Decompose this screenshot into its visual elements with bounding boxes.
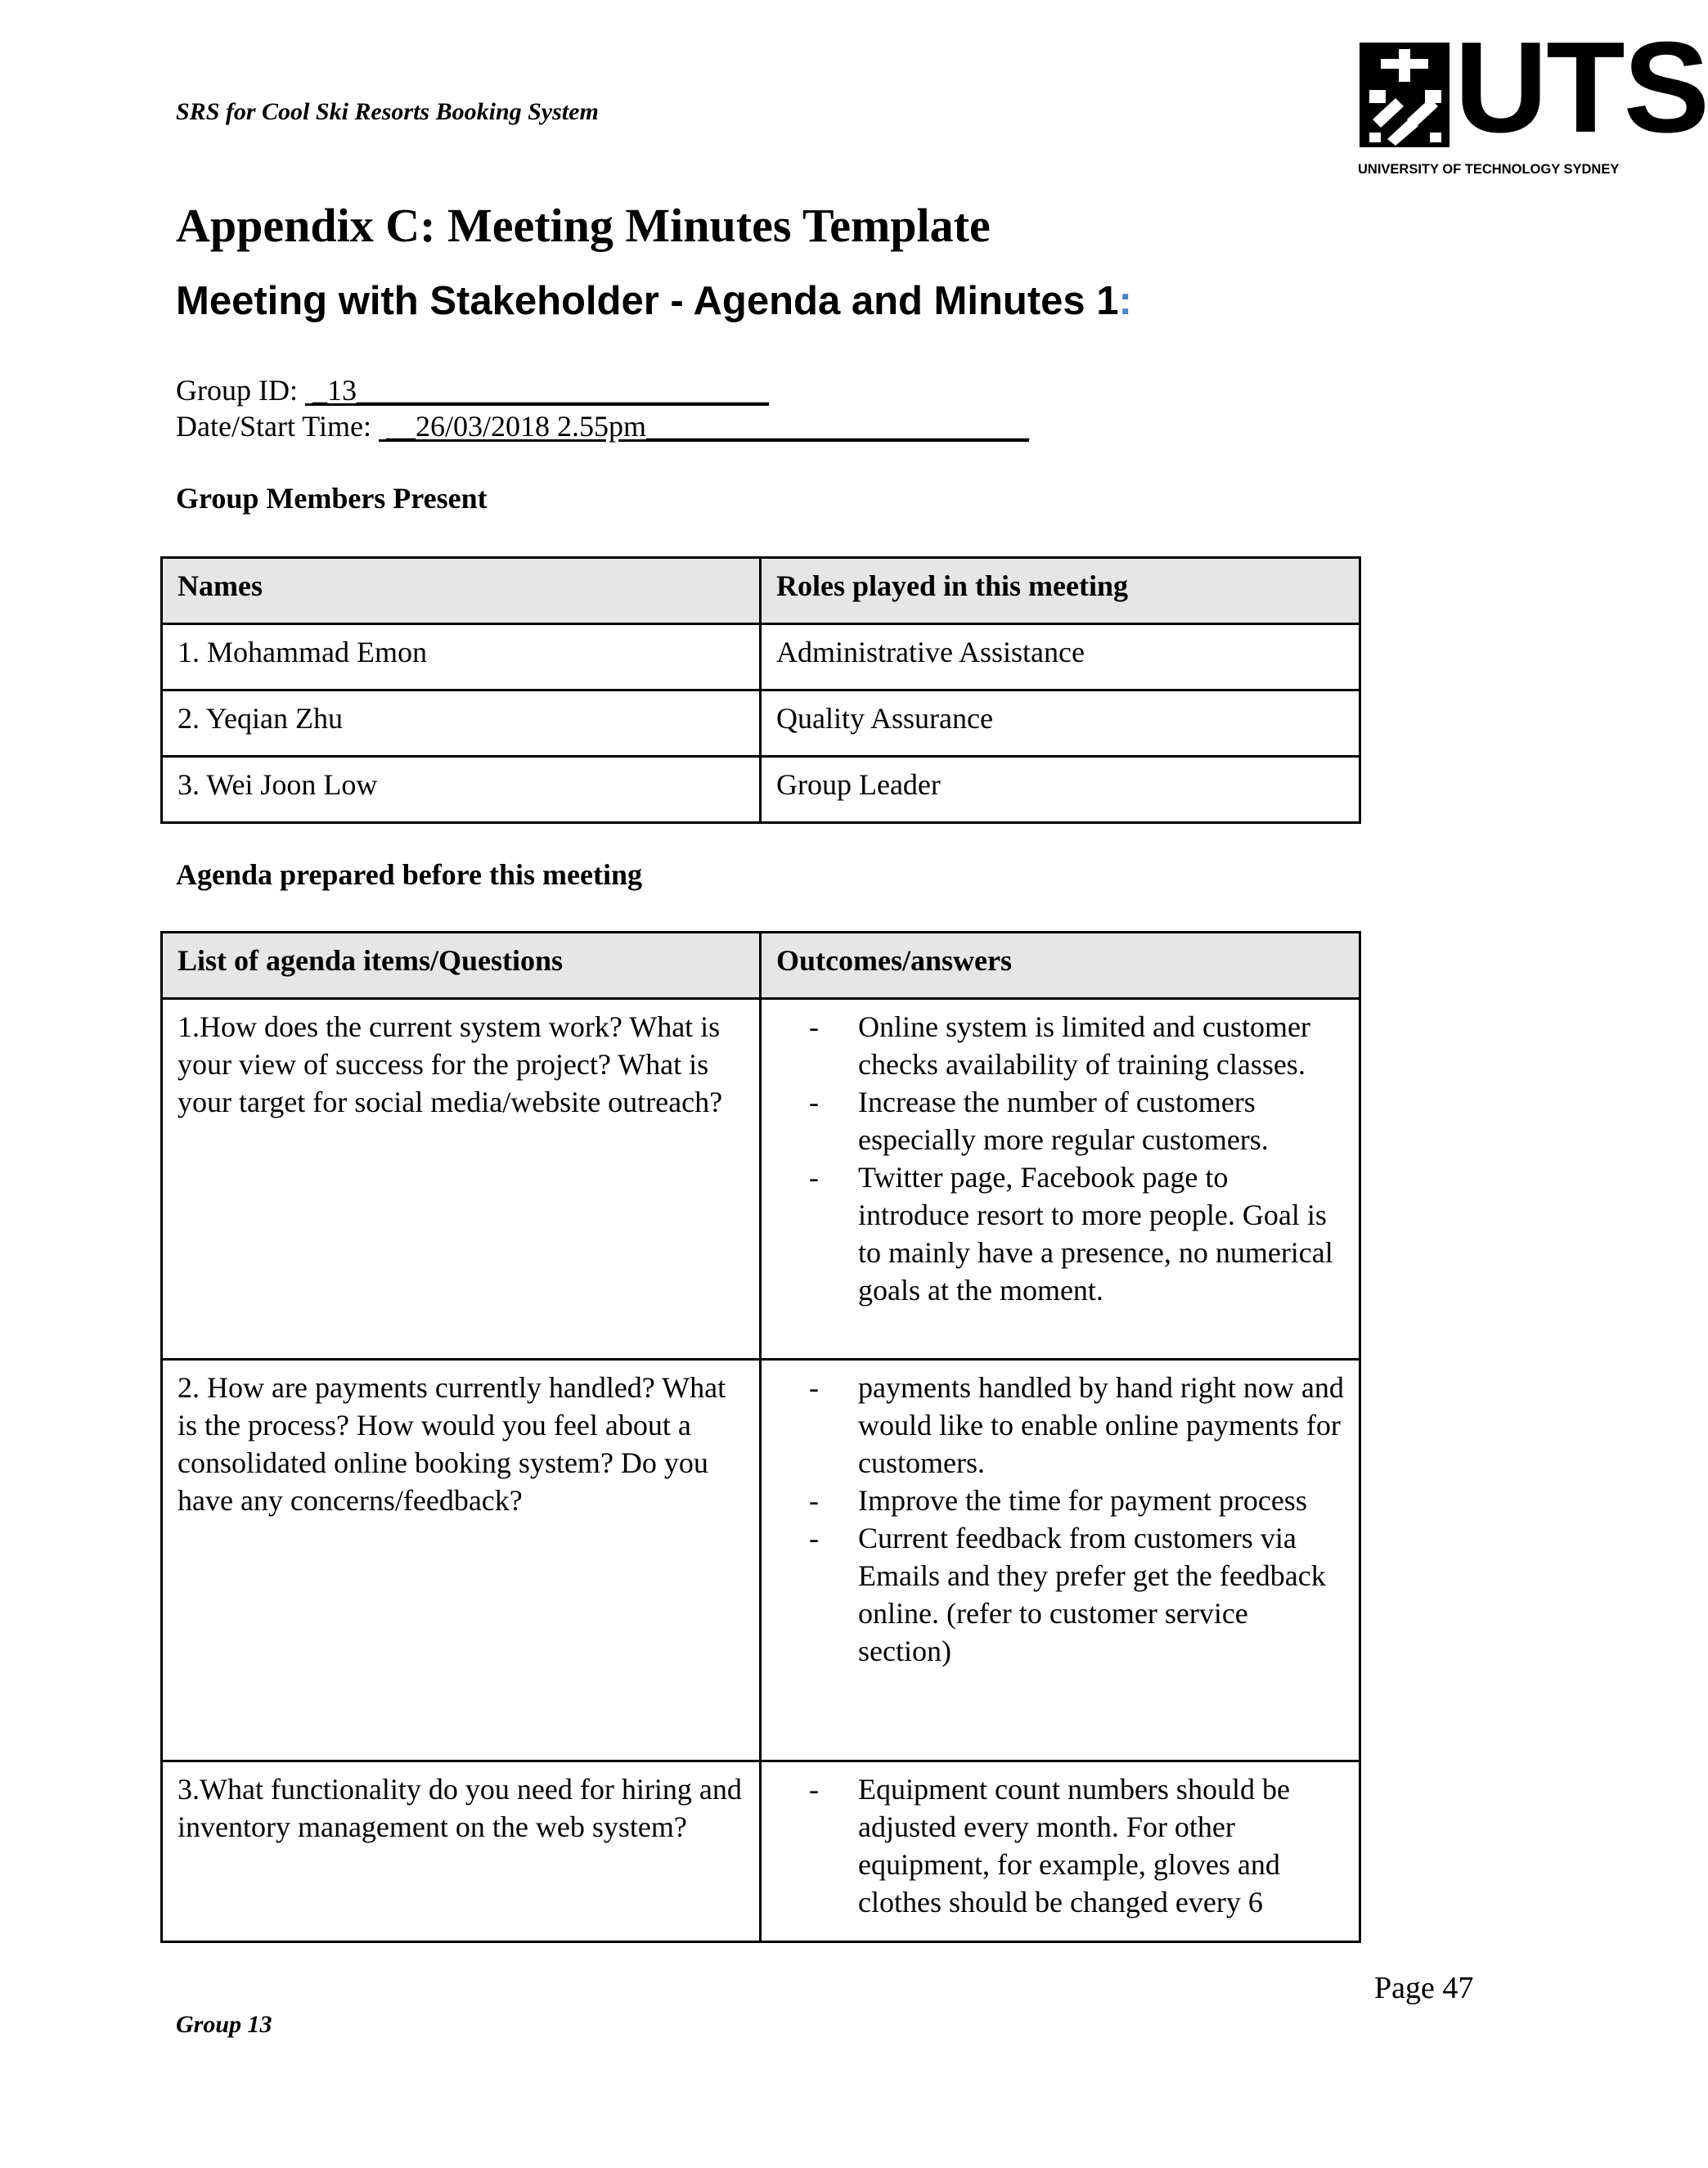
list-item: - Equipment count numbers should be adjusted every month. For other equipment, for example, gloves and clothes should be changed every 6 [858,1770,1344,1921]
date-start-label: Date/Start Time: [176,410,372,443]
agenda-table [160,931,1361,1943]
list-item: - payments handled by hand right now and would like to enable online payments for customers. [858,1369,1344,1482]
list-item: - Online system is limited and customer checks availability of training classes. [858,1008,1344,1083]
uts-logo-text: UTS [1454,16,1708,160]
date-start-value: __26/03/2018 2.55pm__________________________ [379,410,1030,443]
meeting-title-colon: : [1118,279,1132,323]
column-header-names: Names [162,558,761,624]
table-row [162,690,1360,757]
member-role: Administrative Assistance [761,624,1360,690]
member-role: Quality Assurance [761,690,1360,757]
column-header-questions: List of agenda items/Questions [162,933,761,999]
column-header-outcomes: Outcomes/answers [761,933,1360,999]
group-id-value: _13____________________________ [304,374,769,407]
list-item: - Improve the time for payment process [858,1482,1344,1519]
list-item: - Increase the number of customers especially more regular customers. [858,1083,1344,1158]
list-item: - Current feedback from customers via Emails and they prefer get the feedback online. (refer to customer service section) [858,1519,1344,1670]
agenda-question: 2. How are payments currently handled? What is the process? How would you feel about a consolidated online booking system? Do you have any concerns/feedback? [162,1360,761,1761]
group-id-field [176,373,769,407]
agenda-outcomes [761,999,1360,1360]
agenda-question: 1.How does the current system work? What is your view of success for the project? What is your target for social media/website outreach? [162,999,761,1360]
uts-logo [1358,16,1708,188]
members-header-row [162,558,1360,624]
agenda-outcomes [761,1360,1360,1761]
table-row [162,999,1360,1360]
agenda-outcomes [761,1761,1360,1942]
member-role: Group Leader [761,757,1360,823]
table-row [162,624,1360,690]
footer-group-label: Group 13 [176,2011,272,2038]
member-name: 3. Wei Joon Low [162,757,761,823]
page-number: Page 47 [1374,1971,1474,2005]
agenda-question: 3.What functionality do you need for hiring and inventory management on the web system? [162,1761,761,1942]
meeting-title-text: Meeting with Stakeholder - Agenda and Minutes 1 [176,279,1119,323]
member-name: 2. Yeqian Zhu [162,690,761,757]
agenda-heading: Agenda prepared before this meeting [176,858,642,891]
agenda-header-row [162,933,1360,999]
members-table [160,556,1361,824]
column-header-roles: Roles played in this meeting [761,558,1360,624]
table-row [162,1360,1360,1761]
meeting-title [176,278,1132,324]
table-row [162,757,1360,823]
uts-crest-icon [1358,41,1454,149]
group-id-label: Group ID: [176,374,298,407]
table-row [162,1761,1360,1942]
members-heading: Group Members Present [176,482,488,515]
appendix-title: Appendix C: Meeting Minutes Template [176,199,991,252]
uts-logo-caption: UNIVERSITY OF TECHNOLOGY SYDNEY [1358,162,1620,177]
member-name: 1. Mohammad Emon [162,624,761,690]
list-item: - Twitter page, Facebook page to introduce resort to more people. Goal is to mainly have a presence, no numerical goals at the moment. [858,1158,1344,1309]
date-start-field [176,409,1029,443]
document-header-title: SRS for Cool Ski Resorts Booking System [176,98,599,125]
